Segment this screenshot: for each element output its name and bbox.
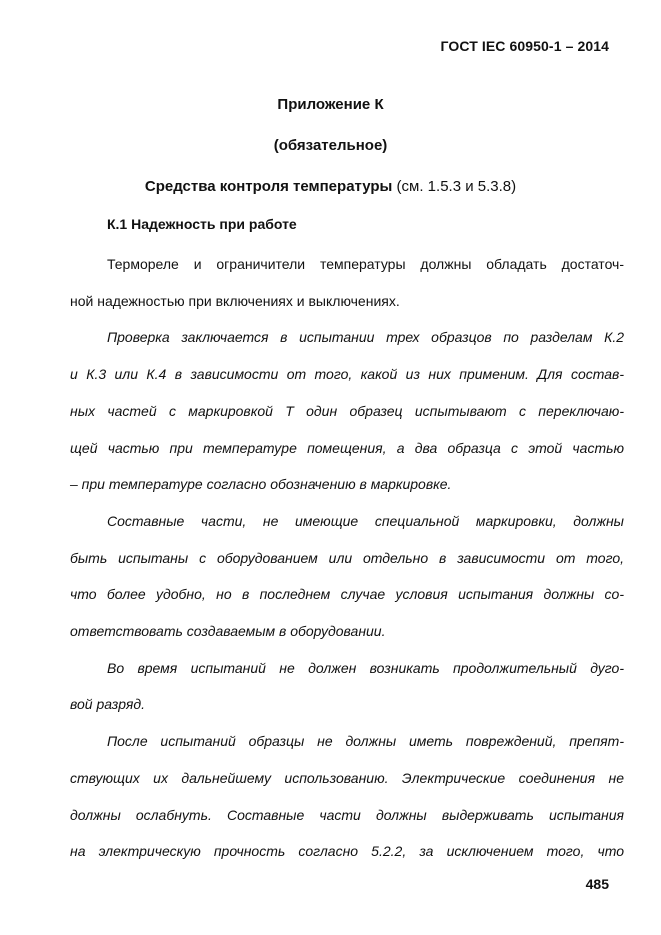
appendix-caption-reference: (см. 1.5.3 и 5.3.8): [392, 178, 517, 195]
text-line: ных частей с маркировкой Т один образец испытывают с переключаю-: [70, 402, 624, 419]
paragraph-5: [70, 723, 624, 870]
paragraph-1: [70, 246, 624, 319]
text-line: вой разряд.: [70, 696, 145, 713]
appendix-title: Приложение К: [277, 96, 384, 113]
text-line: Проверка заключается в испытании трех образцов по разделам К.2: [107, 329, 624, 346]
paragraph-2: [70, 319, 624, 503]
text-line: на электрическую прочность согласно 5.2.2, за исключением того, что: [70, 843, 624, 860]
text-line: ствующих их дальнейшему использованию. Электрические соединения не: [70, 769, 624, 786]
paragraph-4: [70, 650, 624, 723]
text-line: Составные части, не имеющие специальной маркировки, должны: [107, 512, 624, 529]
section-heading: К.1 Надежность при работе: [107, 216, 297, 232]
text-line: быть испытаны с оборудованием или отдельно в зависимости от того,: [70, 549, 624, 566]
appendix-caption-title: Средства контроля температуры: [144, 178, 393, 195]
appendix-status: (обязательное): [273, 137, 388, 154]
appendix-caption: [0, 178, 661, 195]
text-line: ответствовать создаваемым в оборудовании.: [70, 623, 386, 640]
text-line: После испытаний образцы не должны иметь повреждений, препят-: [107, 733, 624, 750]
text-line: – при температуре согласно обозначению в маркировке.: [70, 476, 452, 493]
document-header: ГОСТ IEC 60950-1 – 2014: [440, 38, 609, 54]
text-line: щей частью при температуре помещения, а два образца с этой частью: [70, 439, 624, 456]
page-number: 485: [585, 876, 609, 892]
text-line: что более удобно, но в последнем случае условия испытания должны со-: [70, 586, 624, 603]
text-line: должны ослабнуть. Составные части должны выдерживать испытания: [70, 806, 624, 823]
text-line: Термореле и ограничители температуры должны обладать достаточ-: [107, 256, 624, 272]
text-line: и К.3 или К.4 в зависимости от того, какой из них применим. Для состав-: [70, 366, 624, 383]
paragraph-3: [70, 503, 624, 650]
text-line: Во время испытаний не должен возникать продолжительный дуго-: [107, 659, 624, 676]
body-text: [70, 246, 624, 870]
text-line: ной надежностью при включениях и выключениях.: [70, 292, 400, 309]
